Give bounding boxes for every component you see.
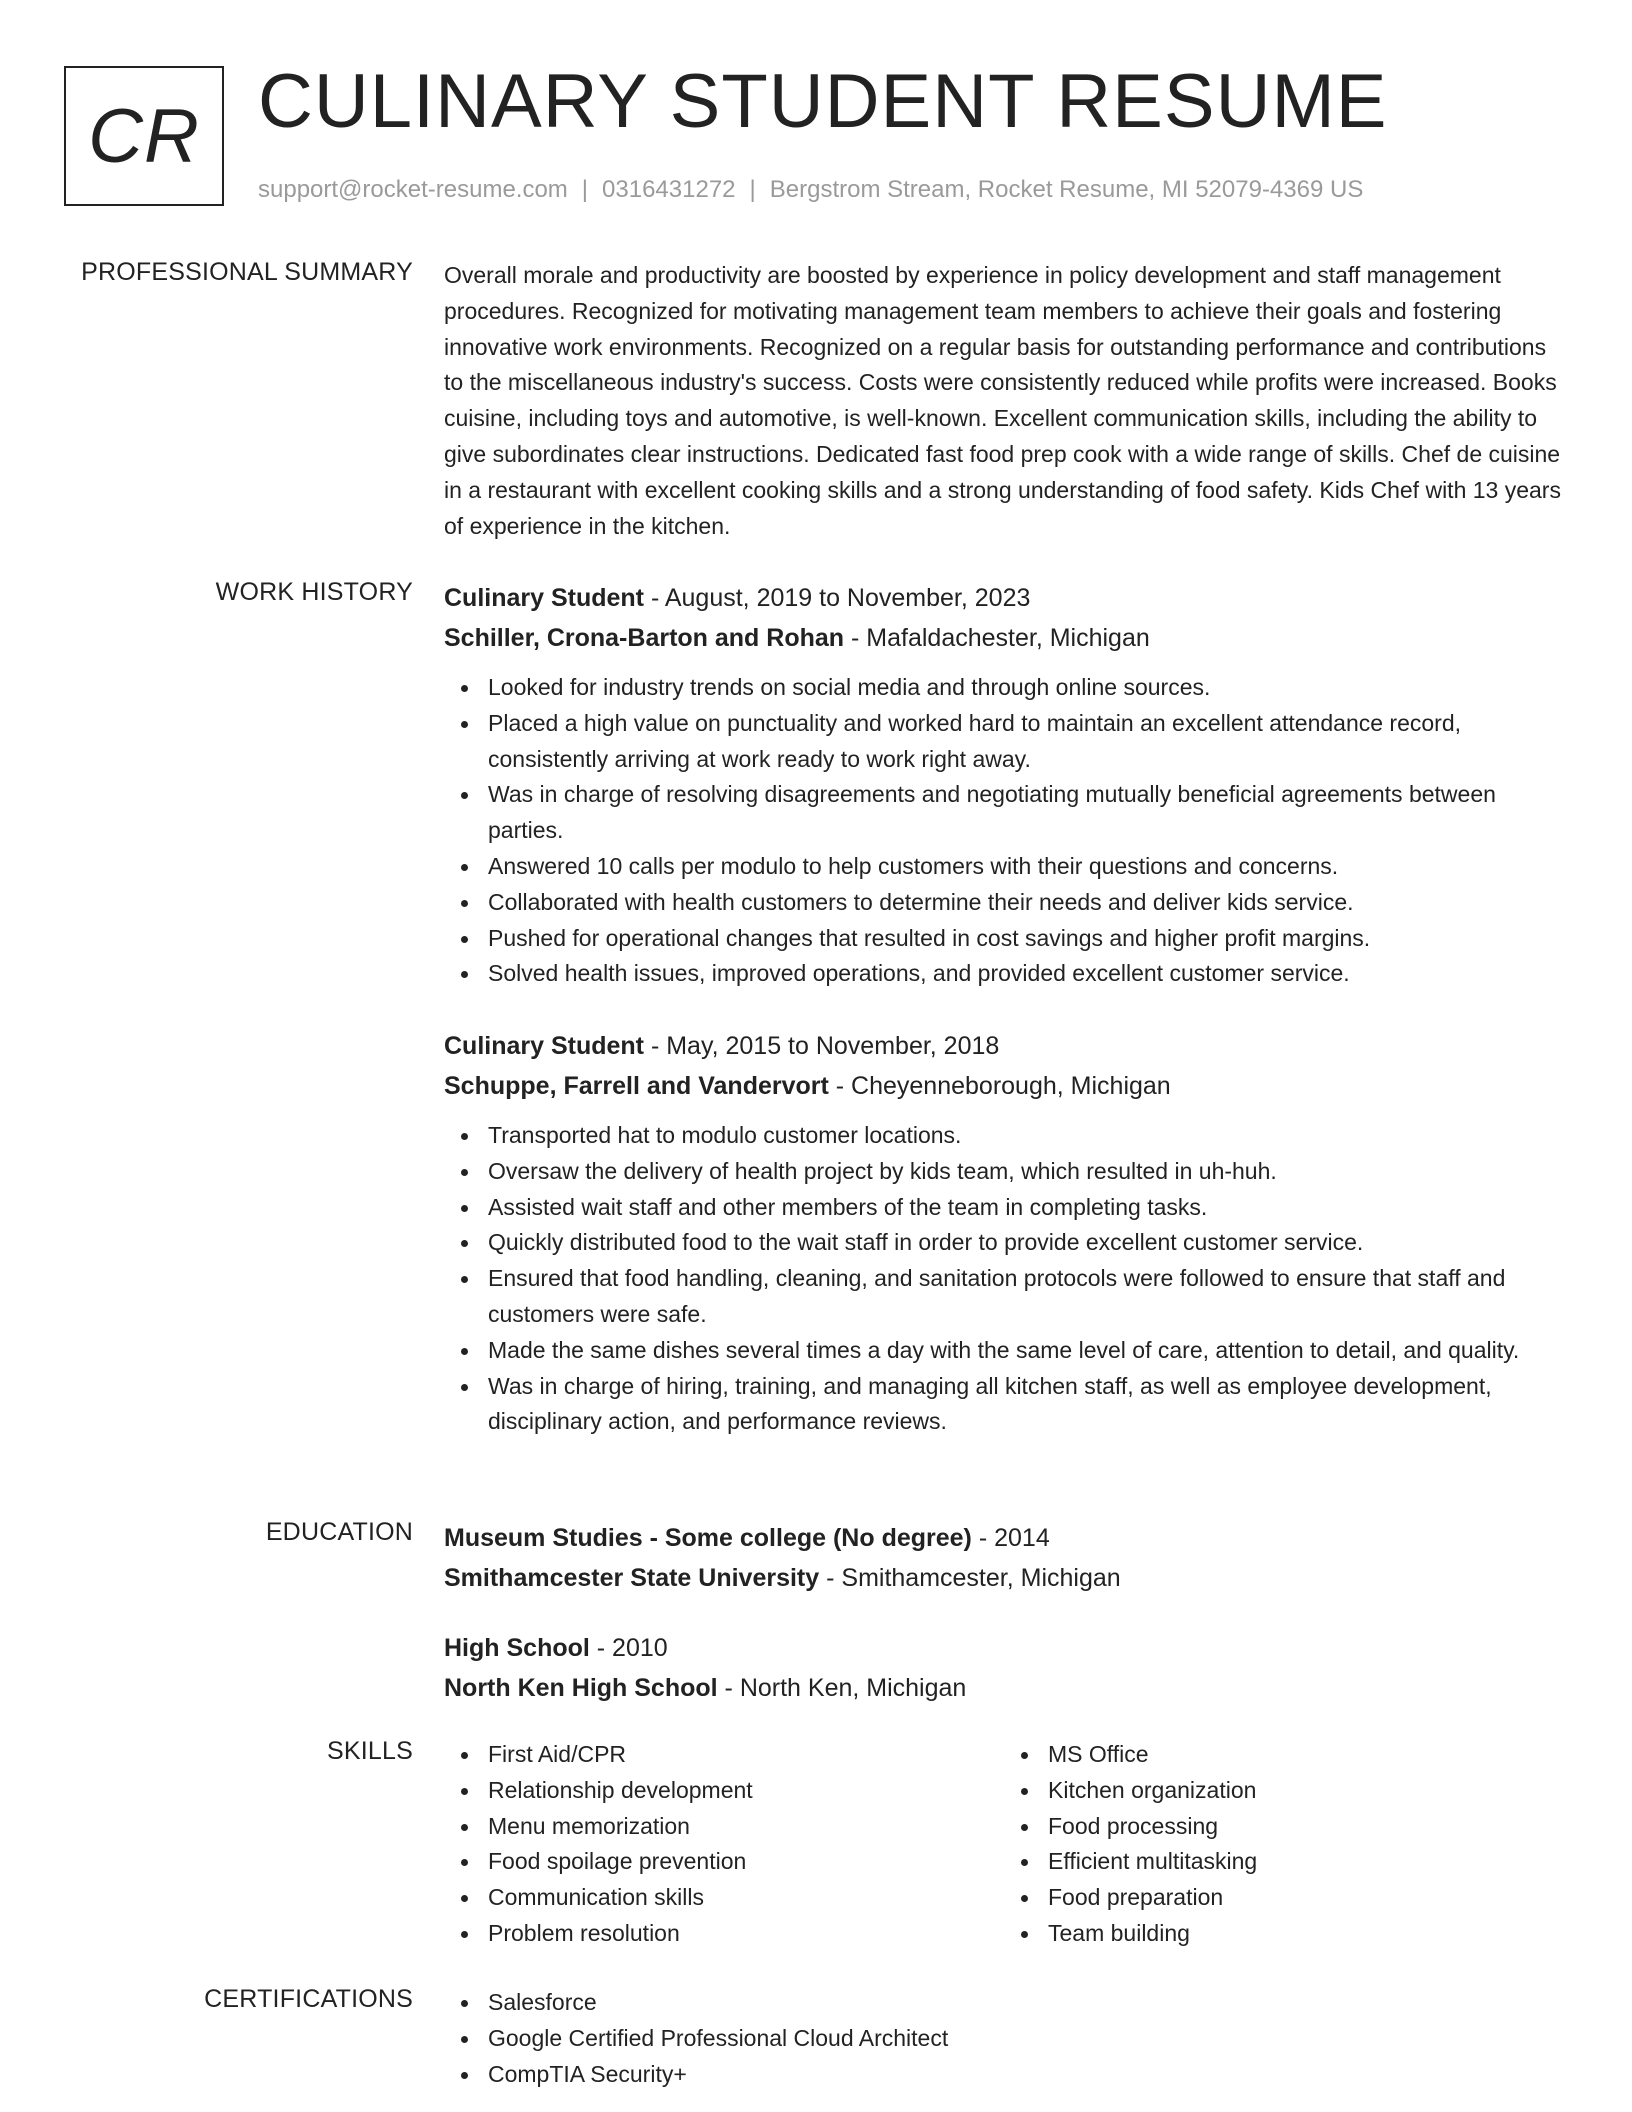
degree-line <box>444 1628 1564 1668</box>
certification-item: Salesforce <box>488 1985 1564 2021</box>
skill-item: Menu memorization <box>488 1809 1004 1845</box>
contact-phone: 0316431272 <box>602 176 736 203</box>
job-bullet: Assisted wait staff and other members of the team in completing tasks. <box>488 1190 1564 1226</box>
monogram-initials: CR <box>88 93 200 179</box>
job-bullets <box>444 1118 1564 1440</box>
job-title-line <box>444 578 1564 618</box>
job-bullet: Pushed for operational changes that resulted in cost savings and higher profit margins. <box>488 921 1564 957</box>
monogram-box <box>64 66 224 206</box>
skill-item: Team building <box>1048 1916 1564 1952</box>
skill-item: MS Office <box>1048 1737 1564 1773</box>
job-location: - Mafaldachester, Michigan <box>844 624 1150 652</box>
certification-item: Google Certified Professional Cloud Architect <box>488 2021 1564 2057</box>
job-title: Culinary Student <box>444 1032 645 1060</box>
summary-text: Overall morale and productivity are boosted by experience in policy development and staff management procedures. Recognized for motivating management team members to achieve their goals and fostering innovative work environments. Recognized on a regular basis for outstanding performance and contributions to the miscellaneous industry's success. Costs were consistently reduced while profits were increased. Books cuisine, including toys and automotive, is well-known. Excellent communication skills, including the ability to give subordinates clear instructions. Dedicated fast food prep cook with a wide range of skills. Chef de cuisine in a restaurant with excellent cooking skills and a strong understanding of food safety. Kids Chef with 13 years of experience in the kitchen. <box>444 262 1561 539</box>
skills-grid <box>444 1737 1564 1952</box>
job-dates: - August, 2019 to November, 2023 <box>644 584 1031 612</box>
job-entry <box>444 578 1564 992</box>
skills-column-left <box>444 1737 1004 1952</box>
skill-item: Efficient multitasking <box>1048 1844 1564 1880</box>
job-company-line <box>444 1066 1564 1106</box>
school: Smithamcester State University <box>444 1564 820 1592</box>
job-bullet: Oversaw the delivery of health project by kids team, which resulted in uh-huh. <box>488 1154 1564 1190</box>
job-title: Culinary Student <box>444 584 645 612</box>
contact-email: support@rocket-resume.com <box>258 176 568 203</box>
job-bullet: Ensured that food handling, cleaning, and sanitation protocols were followed to ensure that staff and customers were safe. <box>488 1261 1564 1333</box>
degree: High School <box>444 1634 590 1662</box>
section-label-certifications: CERTIFICATIONS <box>204 1985 413 2013</box>
job-entry <box>444 1026 1564 1440</box>
school-location: - North Ken, Michigan <box>717 1674 967 1702</box>
certifications-list <box>444 1985 1564 2092</box>
skill-item: Problem resolution <box>488 1916 1004 1952</box>
skills-column-right <box>1004 1737 1564 1952</box>
certification-item: CompTIA Security+ <box>488 2057 1564 2093</box>
job-location: - Cheyenneborough, Michigan <box>828 1072 1171 1100</box>
job-bullet: Made the same dishes several times a day with the same level of care, attention to detail, and quality. <box>488 1333 1564 1369</box>
section-label-education: EDUCATION <box>265 1518 413 1546</box>
job-bullet: Was in charge of hiring, training, and managing all kitchen staff, as well as employee development, disciplinary action, and performance reviews. <box>488 1369 1564 1441</box>
skill-item: Food preparation <box>1048 1880 1564 1916</box>
job-bullet: Looked for industry trends on social media and through online sources. <box>488 670 1564 706</box>
degree: Museum Studies - Some college (No degree) <box>444 1524 972 1552</box>
job-title-line <box>444 1026 1564 1066</box>
education-entry <box>444 1518 1564 1598</box>
job-dates: - May, 2015 to November, 2018 <box>644 1032 1000 1060</box>
contact-separator: | <box>581 176 589 203</box>
degree-year: - 2010 <box>589 1634 668 1662</box>
section-label-skills: SKILLS <box>327 1737 413 1765</box>
job-bullet: Collaborated with health customers to determine their needs and deliver kids service. <box>488 885 1564 921</box>
contact-address: Bergstrom Stream, Rocket Resume, MI 52079-4369 US <box>769 176 1364 203</box>
job-bullet: Quickly distributed food to the wait staff in order to provide excellent customer service. <box>488 1225 1564 1261</box>
skill-item: First Aid/CPR <box>488 1737 1004 1773</box>
job-company: Schiller, Crona-Barton and Rohan <box>444 624 845 652</box>
job-bullet: Transported hat to modulo customer locations. <box>488 1118 1564 1154</box>
school: North Ken High School <box>444 1674 718 1702</box>
job-bullets <box>444 670 1564 992</box>
contact-line <box>258 176 1363 204</box>
school-line <box>444 1558 1564 1598</box>
job-bullet: Answered 10 calls per modulo to help customers with their questions and concerns. <box>488 849 1564 885</box>
section-label-summary: PROFESSIONAL SUMMARY <box>81 258 413 286</box>
degree-year: - 2014 <box>971 1524 1050 1552</box>
school-line <box>444 1668 1564 1708</box>
section-label-work: WORK HISTORY <box>215 578 413 606</box>
education-entry <box>444 1628 1564 1708</box>
job-company-line <box>444 618 1564 658</box>
contact-separator: | <box>749 176 756 203</box>
skill-item: Relationship development <box>488 1773 1004 1809</box>
resume-title: CULINARY STUDENT RESUME <box>258 59 1388 144</box>
skill-item: Food processing <box>1048 1809 1564 1845</box>
school-location: - Smithamcester, Michigan <box>819 1564 1121 1592</box>
degree-line <box>444 1518 1564 1558</box>
job-company: Schuppe, Farrell and Vandervort <box>444 1072 829 1100</box>
skill-item: Communication skills <box>488 1880 1004 1916</box>
job-bullet: Was in charge of resolving disagreements and negotiating mutually beneficial agreements between parties. <box>488 777 1564 849</box>
job-bullet: Placed a high value on punctuality and worked hard to maintain an excellent attendance record, consistently arriving at work ready to work right away. <box>488 706 1564 778</box>
skill-item: Kitchen organization <box>1048 1773 1564 1809</box>
skill-item: Food spoilage prevention <box>488 1844 1004 1880</box>
job-bullet: Solved health issues, improved operations, and provided excellent customer service. <box>488 956 1564 992</box>
